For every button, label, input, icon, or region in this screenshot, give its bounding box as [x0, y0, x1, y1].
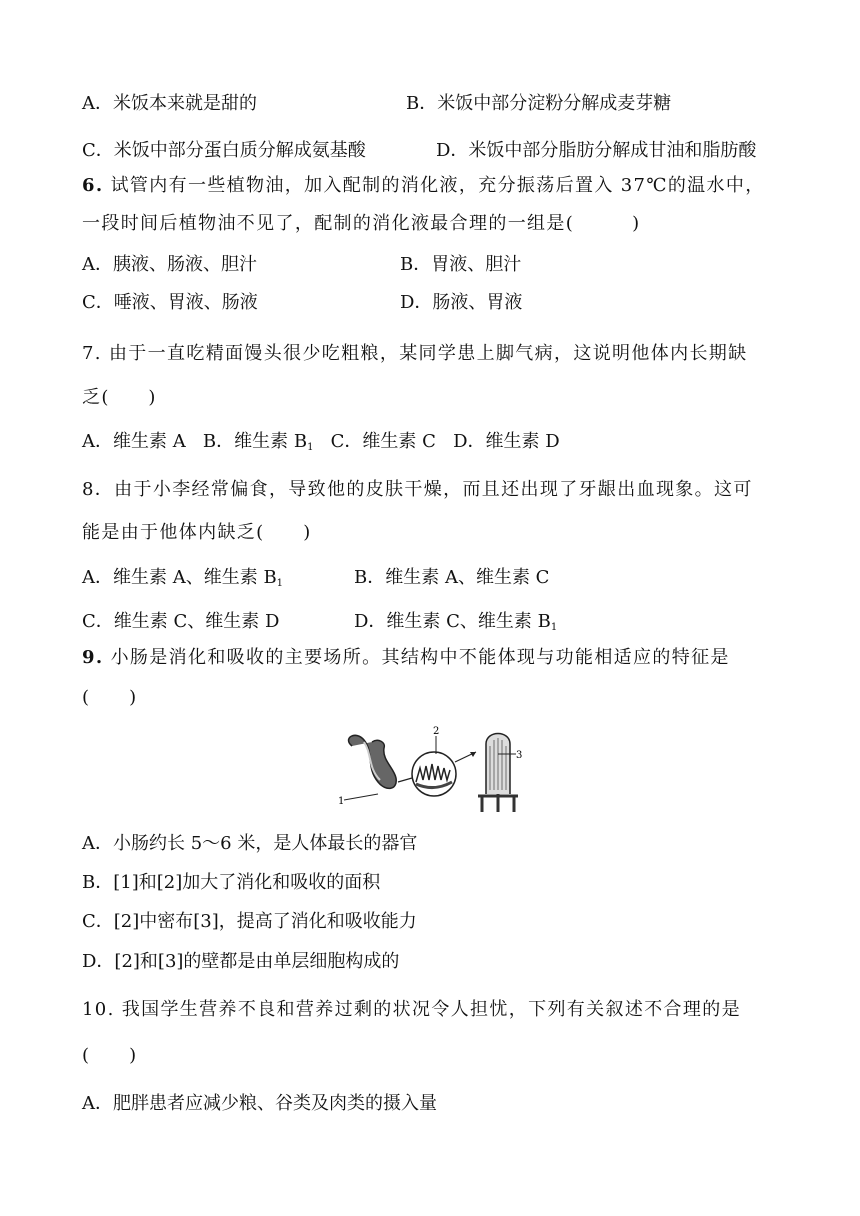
- q5-options-row2: [82, 139, 757, 163]
- q8-option-d-subscript: 1: [550, 622, 558, 633]
- q9-stem-line1: [82, 646, 730, 670]
- q9-stem-text: 小肠是消化和吸收的主要场所。其结构中不能体现与功能相适应的特征是: [103, 647, 730, 668]
- q8-stem-line1: 8．由于小李经常偏食，导致他的皮肤干燥，而且还出现了牙龈出血现象。这可: [82, 479, 753, 500]
- q5-option-b: B．米饭中部分淀粉分解成麦芽糖: [406, 93, 672, 114]
- q7-option-b: B．维生素 $B_1$: [202, 431, 314, 453]
- q6-option-b: B．胃液、胆汁: [400, 254, 522, 275]
- q9-option-b: B．[1]和[2]加大了消化和吸收的面积: [82, 872, 381, 893]
- q6-stem-line2: 一段时间后植物油不见了，配制的消化液最合理的一组是( ): [82, 213, 641, 234]
- q7-options-row: [82, 430, 560, 460]
- q5-option-a: A．米饭本来就是甜的: [82, 93, 257, 114]
- figure-label-2: 2: [433, 726, 440, 737]
- q10-stem-line1: 10. 我国学生营养不良和营养过剩的状况令人担忧，下列有关叙述不合理的是: [82, 999, 741, 1020]
- q6-stem-line1: [82, 174, 765, 198]
- q8-stem-line2: 能是由于他体内缺乏( ): [82, 522, 312, 543]
- q7-stem-line2: 乏( ): [82, 387, 157, 408]
- q6-stem-text: 试管内有一些植物油，加入配制的消化液，充分振荡后置入 37℃的温水中，: [103, 175, 765, 196]
- q9-option-c: C．[2]中密布[3]，提高了消化和吸收能力: [82, 911, 417, 932]
- small-intestine-figure: [338, 724, 522, 814]
- q6-options-row2: [82, 291, 523, 315]
- intestine-segment-shape: [349, 735, 397, 788]
- q8-option-d: D．维生素 C、维生素 $B_1$: [354, 611, 558, 633]
- q6-option-a: A．胰液、肠液、胆汁: [82, 254, 257, 275]
- q6-options-row1: [82, 253, 522, 277]
- q9-option-a: A．小肠约长 5～6 米，是人体最长的器官: [82, 833, 418, 854]
- q5-option-c: C．米饭中部分蛋白质分解成氨基酸: [82, 140, 366, 161]
- q5-option-d: D．米饭中部分脂肪分解成甘油和脂肪酸: [436, 140, 757, 161]
- figure-label-3: 3: [516, 750, 522, 761]
- q7-option-c: C．维生素 C: [330, 431, 436, 452]
- q6-number: 6.: [82, 175, 104, 196]
- blood-vessels-shape: [478, 794, 518, 812]
- q10-stem-line2: ( ): [82, 1045, 138, 1066]
- q7-option-a: A．维生素 A: [82, 431, 186, 452]
- figure-label-1: 1: [338, 796, 345, 807]
- q8-options-row1: [82, 566, 550, 596]
- q9-stem-line2: ( ): [82, 687, 138, 708]
- q8-option-a: A．维生素 A、维生素 $B_1$: [82, 567, 284, 589]
- q8-option-c: C．维生素 C、维生素 D: [82, 611, 280, 632]
- q10-option-a: A．肥胖患者应减少粮、谷类及肉类的摄入量: [82, 1093, 437, 1114]
- q9-option-d: D．[2]和[3]的壁都是由单层细胞构成的: [82, 951, 400, 972]
- q6-option-c: C．唾液、胃液、肠液: [82, 292, 258, 313]
- arrow-line-1: [398, 778, 412, 782]
- q8-option-a-subscript: 1: [276, 578, 284, 589]
- q6-option-d: D．肠液、胃液: [400, 292, 523, 313]
- q7-stem-line1: 7. 由于一直吃精面馒头很少吃粗粮，某同学患上脚气病，这说明他体内长期缺: [82, 343, 748, 364]
- q8-option-b: B．维生素 A、维生素 C: [354, 567, 550, 588]
- q7-option-d: D．维生素 D: [453, 431, 560, 452]
- leader-line-1: [344, 794, 378, 800]
- q8-options-row2: [82, 610, 558, 634]
- q9-number: 9.: [82, 647, 104, 668]
- q7-option-b-subscript: 1: [307, 442, 314, 453]
- q5-options-row1: [82, 92, 672, 116]
